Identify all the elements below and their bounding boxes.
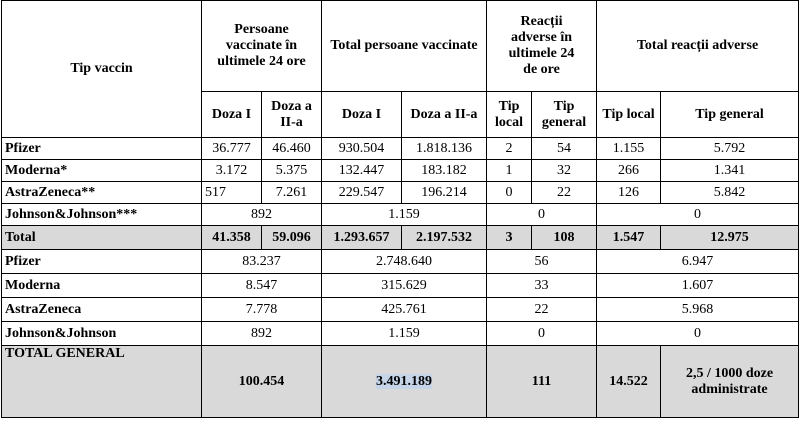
cell-value: 100.454	[202, 346, 322, 418]
cell-value: 266	[597, 160, 661, 182]
header-tip-vaccin: Tip vaccin	[2, 1, 202, 138]
cell-value: 0	[597, 322, 799, 346]
cell-value: 3	[487, 226, 532, 250]
table-row-jj	[2, 204, 799, 226]
cell-value: 0	[597, 204, 799, 226]
row-name: Pfizer	[2, 250, 202, 274]
cell-value: 8.547	[202, 274, 322, 298]
cell-value: 892	[202, 204, 322, 226]
cell-value: 108	[532, 226, 597, 250]
row-name: Johnson&Johnson	[2, 322, 202, 346]
cell-value: 12.975	[661, 226, 799, 250]
cell-value: 1.607	[597, 274, 799, 298]
summary-row	[2, 298, 799, 322]
cell-value: 111	[487, 346, 597, 418]
header-tip-general-total: Tip general	[661, 92, 799, 138]
cell-value: 3.172	[202, 160, 262, 182]
row-name: Johnson&Johnson***	[2, 204, 202, 226]
table-row	[2, 160, 799, 182]
cell-value: 83.237	[202, 250, 322, 274]
cell-value: 1.159	[322, 204, 487, 226]
header-row-main	[2, 1, 799, 92]
cell-value: 315.629	[322, 274, 487, 298]
cell-value: 56	[487, 250, 597, 274]
row-name: Pfizer	[2, 138, 202, 160]
row-name: AstraZeneca	[2, 298, 202, 322]
cell-value: 5.792	[661, 138, 799, 160]
cell-value-highlighted	[322, 346, 487, 418]
cell-value: 7.261	[262, 182, 322, 204]
header-tip-local-total: Tip local	[597, 92, 661, 138]
cell-value: 0	[487, 182, 532, 204]
cell-value: 32	[532, 160, 597, 182]
cell-value: 1	[487, 160, 532, 182]
cell-value: 892	[202, 322, 322, 346]
cell-value: 2	[487, 138, 532, 160]
cell-value: 196.214	[402, 182, 487, 204]
cell-ratio: 2,5 / 1000 doze administrate	[661, 346, 799, 418]
header-persoane-24h: Persoane vaccinate în ultimele 24 ore	[202, 1, 322, 92]
cell-value: 59.096	[262, 226, 322, 250]
cell-value: 5.842	[661, 182, 799, 204]
vaccination-table	[1, 0, 799, 418]
cell-value: 1.818.136	[402, 138, 487, 160]
header-doza1-24h: Doza I	[202, 92, 262, 138]
cell-value: 1.293.657	[322, 226, 402, 250]
cell-value: 2.197.532	[402, 226, 487, 250]
cell-value: 41.358	[202, 226, 262, 250]
cell-value: 0	[487, 322, 597, 346]
table-row	[2, 182, 799, 204]
cell-value: 33	[487, 274, 597, 298]
highlighted-value: 3.491.189	[376, 373, 432, 389]
header-total-reactii: Total reacții adverse	[597, 1, 799, 92]
cell-value: 183.182	[402, 160, 487, 182]
cell-value: 54	[532, 138, 597, 160]
cell-value: 5.375	[262, 160, 322, 182]
header-total-persoane: Total persoane vaccinate	[322, 1, 487, 92]
cell-value: 5.968	[597, 298, 799, 322]
header-doza2-total: Doza a II-a	[402, 92, 487, 138]
cell-value: 6.947	[597, 250, 799, 274]
header-doza1-total: Doza I	[322, 92, 402, 138]
summary-row	[2, 250, 799, 274]
cell-value: 930.504	[322, 138, 402, 160]
cell-value: 22	[487, 298, 597, 322]
cell-value: 1.159	[322, 322, 487, 346]
cell-value: 1.155	[597, 138, 661, 160]
cell-value: 2.748.640	[322, 250, 487, 274]
summary-row	[2, 322, 799, 346]
row-name: Total	[2, 226, 202, 250]
summary-row	[2, 274, 799, 298]
header-tip-general-24h: Tip general	[532, 92, 597, 138]
cell-value: 425.761	[322, 298, 487, 322]
cell-value: 0	[487, 204, 597, 226]
row-name: Moderna	[2, 274, 202, 298]
cell-value: 7.778	[202, 298, 322, 322]
total-row	[2, 226, 799, 250]
header-reactii-24h: Reacții adverse în ultimele 24 de ore	[487, 1, 597, 92]
cell-value: 132.447	[322, 160, 402, 182]
header-doza2-24h: Doza a II-a	[262, 92, 322, 138]
cell-value: 229.547	[322, 182, 402, 204]
row-name: AstraZeneca**	[2, 182, 202, 204]
cell-value: 46.460	[262, 138, 322, 160]
cell-value: 36.777	[202, 138, 262, 160]
grand-total-row	[2, 346, 799, 418]
row-name: Moderna*	[2, 160, 202, 182]
cell-value: 1.341	[661, 160, 799, 182]
row-name: TOTAL GENERAL	[2, 346, 202, 418]
table-row	[2, 138, 799, 160]
cell-value: 14.522	[597, 346, 661, 418]
cell-value: 126	[597, 182, 661, 204]
cell-value: 517	[202, 182, 262, 204]
cell-value: 1.547	[597, 226, 661, 250]
header-tip-local-24h: Tip local	[487, 92, 532, 138]
cell-value: 22	[532, 182, 597, 204]
